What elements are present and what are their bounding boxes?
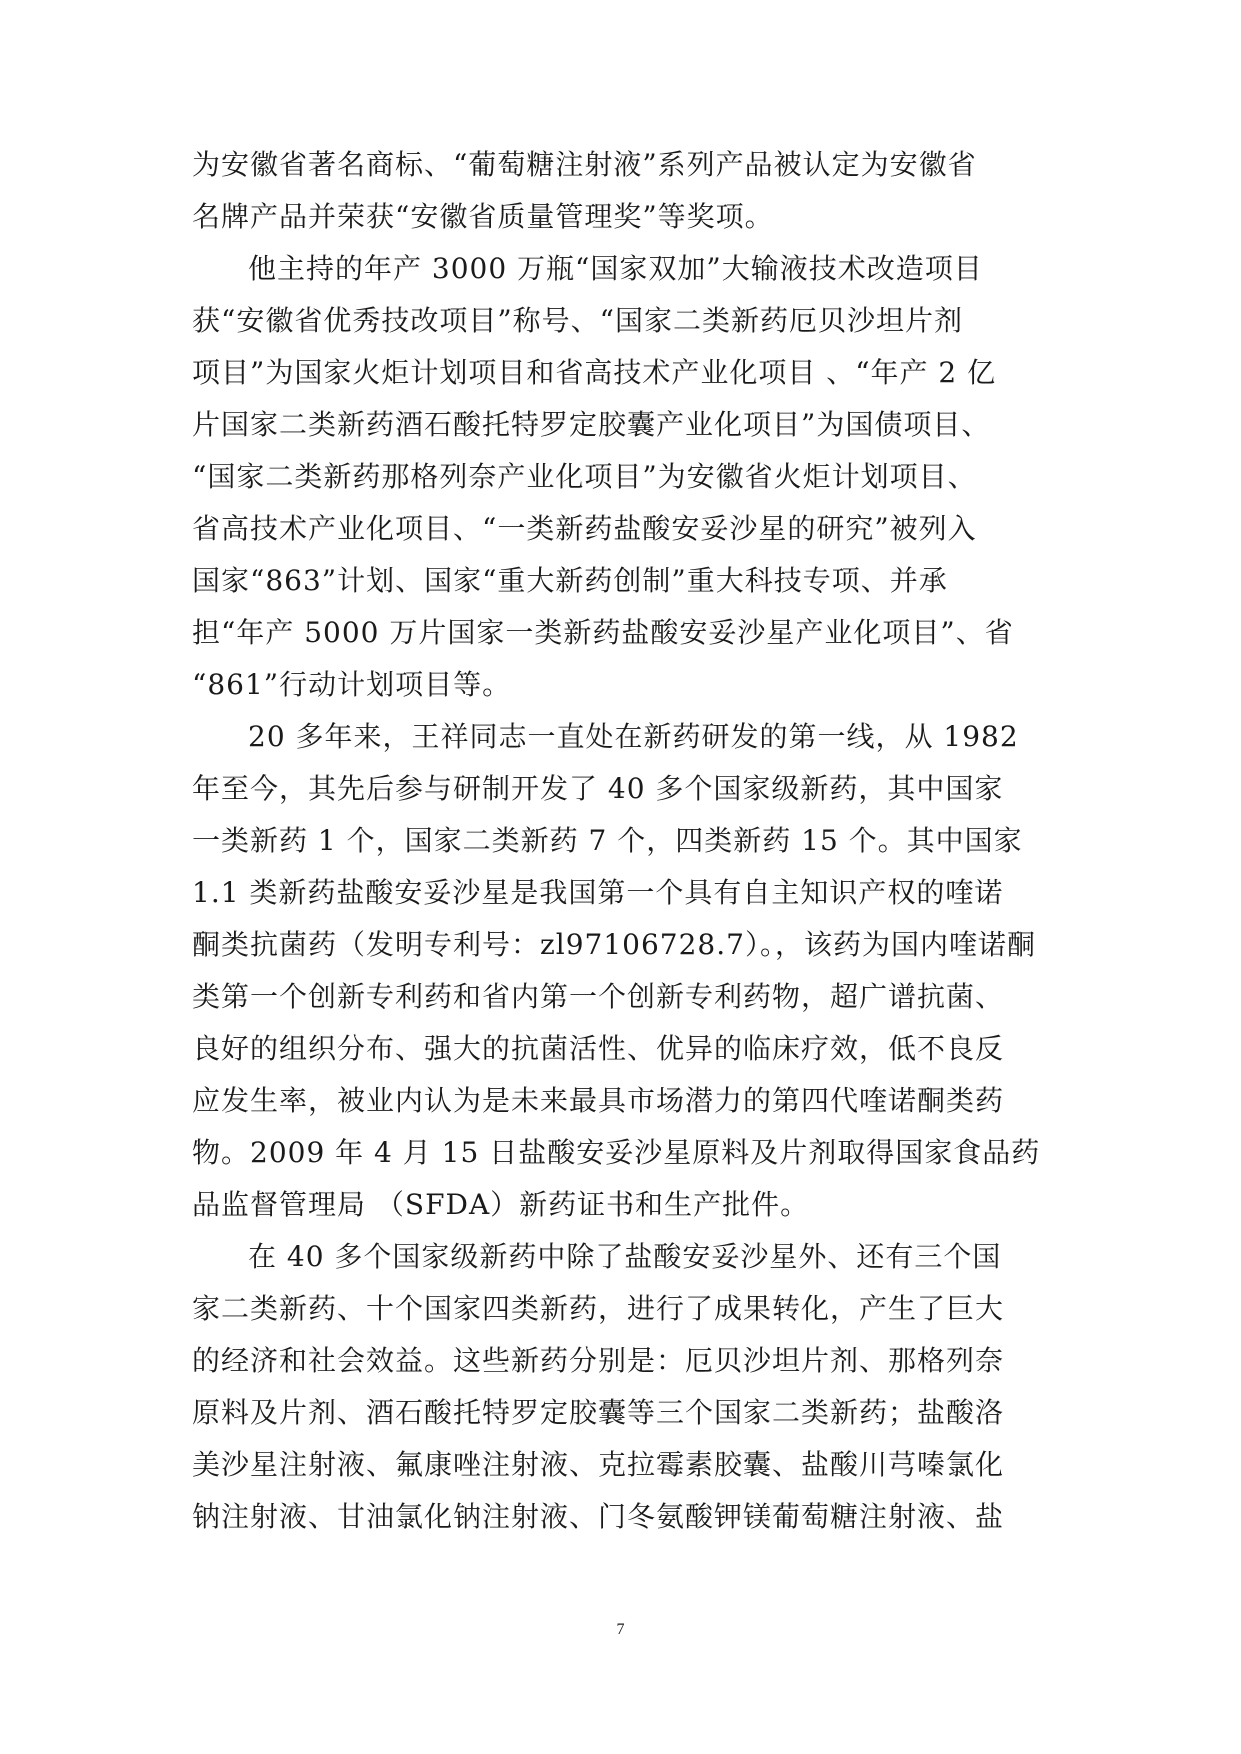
text-line: 良好的组织分布、强大的抗菌活性、优异的临床疗效，低不良反 <box>192 1032 1005 1065</box>
text-line: 应发生率，被业内认为是未来最具市场潜力的第四代喹诺酮类药 <box>192 1084 1005 1117</box>
text-line: 担“年产 5000 万片国家一类新药盐酸安妥沙星产业化项目”、省 <box>192 616 1014 649</box>
text-line: 片国家二类新药酒石酸托特罗定胶囊产业化项目”为国债项目、 <box>192 408 991 441</box>
text-line: 省高技术产业化项目、“一类新药盐酸安妥沙星的研究”被列入 <box>192 512 977 545</box>
text-line: 名牌产品并荣获“安徽省质量管理奖”等奖项。 <box>192 200 774 233</box>
text-line: 美沙星注射液、氟康唑注射液、克拉霉素胶囊、盐酸川芎嗪氯化 <box>192 1448 1005 1481</box>
text-line: 年至今，其先后参与研制开发了 40 多个国家级新药，其中国家 <box>192 772 1004 805</box>
text-line: “国家二类新药那格列奈产业化项目”为安徽省火炬计划项目、 <box>192 460 977 493</box>
text-line: “861”行动计划项目等。 <box>192 668 512 701</box>
text-line: 项目”为国家火炬计划项目和省高技术产业化项目 、“年产 2 亿 <box>192 356 997 389</box>
text-line: 为安徽省著名商标、“葡萄糖注射液”系列产品被认定为安徽省 <box>192 148 977 181</box>
text-line: 国家“863”计划、国家“重大新药创制”重大科技专项、并承 <box>192 564 948 597</box>
text-line: 家二类新药、十个国家四类新药，进行了成果转化，产生了巨大 <box>192 1292 1005 1325</box>
paragraph-start-line: 在 40 多个国家级新药中除了盐酸安妥沙星外、还有三个国 <box>248 1240 1002 1273</box>
text-line: 原料及片剂、酒石酸托特罗定胶囊等三个国家二类新药；盐酸洛 <box>192 1396 1005 1429</box>
text-line: 酮类抗菌药（发明专利号：zl97106728.7）。，该药为国内喹诺酮 <box>192 928 1036 961</box>
text-line: 的经济和社会效益。这些新药分别是：厄贝沙坦片剂、那格列奈 <box>192 1344 1005 1377</box>
text-line: 一类新药 1 个，国家二类新药 7 个，四类新药 15 个。其中国家 <box>192 824 1023 857</box>
text-line: 品监督管理局 （SFDA）新药证书和生产批件。 <box>192 1188 810 1221</box>
text-line: 物。2009 年 4 月 15 日盐酸安妥沙星原料及片剂取得国家食品药 <box>192 1136 1041 1169</box>
text-line: 1.1 类新药盐酸安妥沙星是我国第一个具有自主知识产权的喹诺 <box>192 876 1004 909</box>
text-line: 获“安徽省优秀技改项目”称号、“国家二类新药厄贝沙坦片剂 <box>192 304 963 337</box>
paragraph-start-line: 他主持的年产 3000 万瓶“国家双加”大输液技术改造项目 <box>248 252 983 285</box>
text-line: 类第一个创新专利药和省内第一个创新专利药物，超广谱抗菌、 <box>192 980 1005 1013</box>
paragraph-start-line: 20 多年来，王祥同志一直处在新药研发的第一线，从 1982 <box>248 720 1019 753</box>
page-number: 7 <box>616 1621 625 1638</box>
text-line: 钠注射液、甘油氯化钠注射液、门冬氨酸钾镁葡萄糖注射液、盐 <box>192 1500 1005 1533</box>
